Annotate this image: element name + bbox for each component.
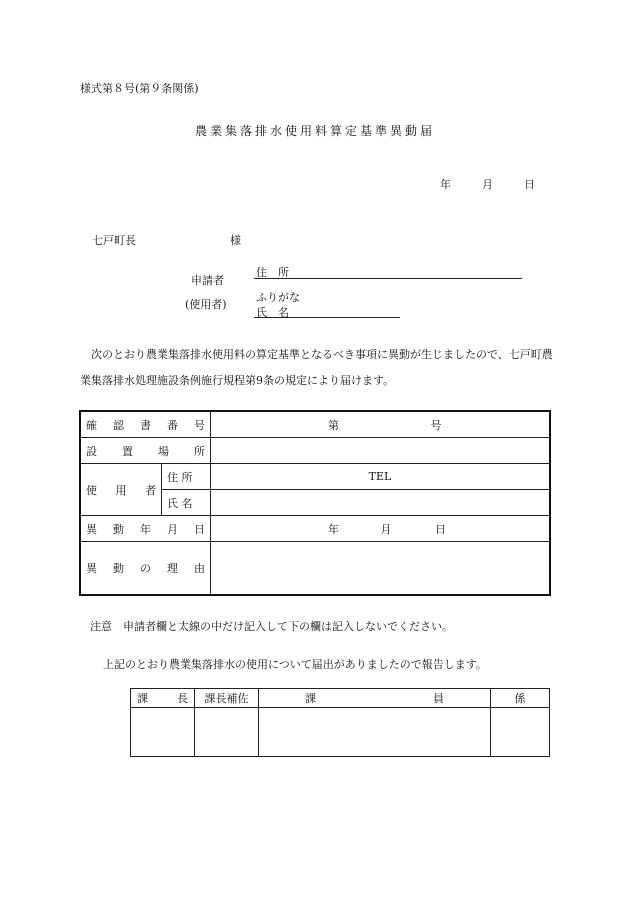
table-row: [131, 689, 550, 708]
row-label: [80, 438, 211, 464]
addressee: [92, 232, 241, 248]
furigana-label: ふりがな: [256, 291, 300, 304]
table-row: [80, 542, 550, 596]
charge-header: 係: [491, 689, 550, 708]
change-day: 日: [435, 522, 446, 536]
number-prefix: 第: [328, 418, 339, 432]
applicant-label-sub: (使用者): [185, 298, 227, 311]
approval-table: [130, 688, 550, 757]
address-line[interactable]: [254, 278, 522, 279]
row-label: [80, 464, 162, 516]
row-label: [80, 516, 211, 542]
table-row: [80, 464, 550, 490]
tel-label: TEL: [368, 470, 392, 483]
chief-stamp-cell[interactable]: [131, 708, 195, 757]
addressee-name: 七戸町長: [92, 234, 136, 247]
change-date-field[interactable]: [211, 516, 551, 542]
form-number: 様式第８号(第９条関係): [80, 82, 199, 95]
chief-header: 課 長: [131, 689, 195, 708]
user-label: 使 用 者: [86, 483, 156, 497]
installation-location-label: 設 置 場 所: [86, 444, 205, 458]
table-row: [131, 708, 550, 757]
change-year: 年: [328, 522, 339, 536]
change-reason-label: 異 動 の 理 由: [86, 562, 205, 575]
applicant-label: 申請者: [191, 274, 224, 287]
name-line[interactable]: [254, 317, 400, 318]
name-label: 氏 名: [256, 306, 289, 319]
change-month: 月: [380, 522, 392, 536]
application-table: [79, 410, 551, 596]
address-label: 住 所: [256, 266, 289, 279]
change-date-label: 異 動 年 月 日: [86, 522, 205, 536]
table-row: [80, 411, 550, 438]
number-suffix: 号: [430, 418, 442, 432]
deputy-header: 課長補佐: [195, 689, 259, 708]
body-paragraph: 次のとおり農業集落排水使用料の算定基準となるべき事項に異動が生じましたので、七戸町農業集落排水処理施設条例施行規程第9条の規定により届けます。: [80, 348, 553, 387]
confirmation-number-field[interactable]: [211, 411, 551, 438]
user-name-label: 氏 名: [162, 490, 211, 516]
table-row: [80, 438, 550, 464]
note: 注意 申請者欄と太線の中だけ記入して下の欄は記入しないでください。: [90, 620, 453, 633]
charge-stamp-cell[interactable]: [491, 708, 550, 757]
submission-date: [440, 176, 535, 192]
date-year: 年: [440, 178, 451, 191]
installation-location-field[interactable]: [211, 438, 551, 464]
staff-stamp-cell[interactable]: [259, 708, 491, 757]
report-text: 上記のとおり農業集落排水の使用について届出がありましたので報告します。: [103, 658, 487, 671]
staff-header: 課 員: [259, 689, 491, 708]
user-address-field[interactable]: [211, 464, 551, 490]
table-row: [80, 516, 550, 542]
change-reason-field[interactable]: [211, 542, 551, 596]
deputy-stamp-cell[interactable]: [195, 708, 259, 757]
confirmation-number-label: 確 認 書 番 号: [86, 418, 205, 432]
user-address-label: 住 所: [162, 464, 211, 490]
date-day: 日: [524, 178, 535, 191]
row-label: [80, 542, 211, 596]
row-label: [80, 411, 211, 438]
addressee-honorific: 様: [230, 234, 241, 247]
date-month: 月: [482, 178, 493, 191]
user-name-field[interactable]: [211, 490, 551, 516]
page-title: 農業集落排水使用料算定基準異動届: [194, 124, 435, 138]
